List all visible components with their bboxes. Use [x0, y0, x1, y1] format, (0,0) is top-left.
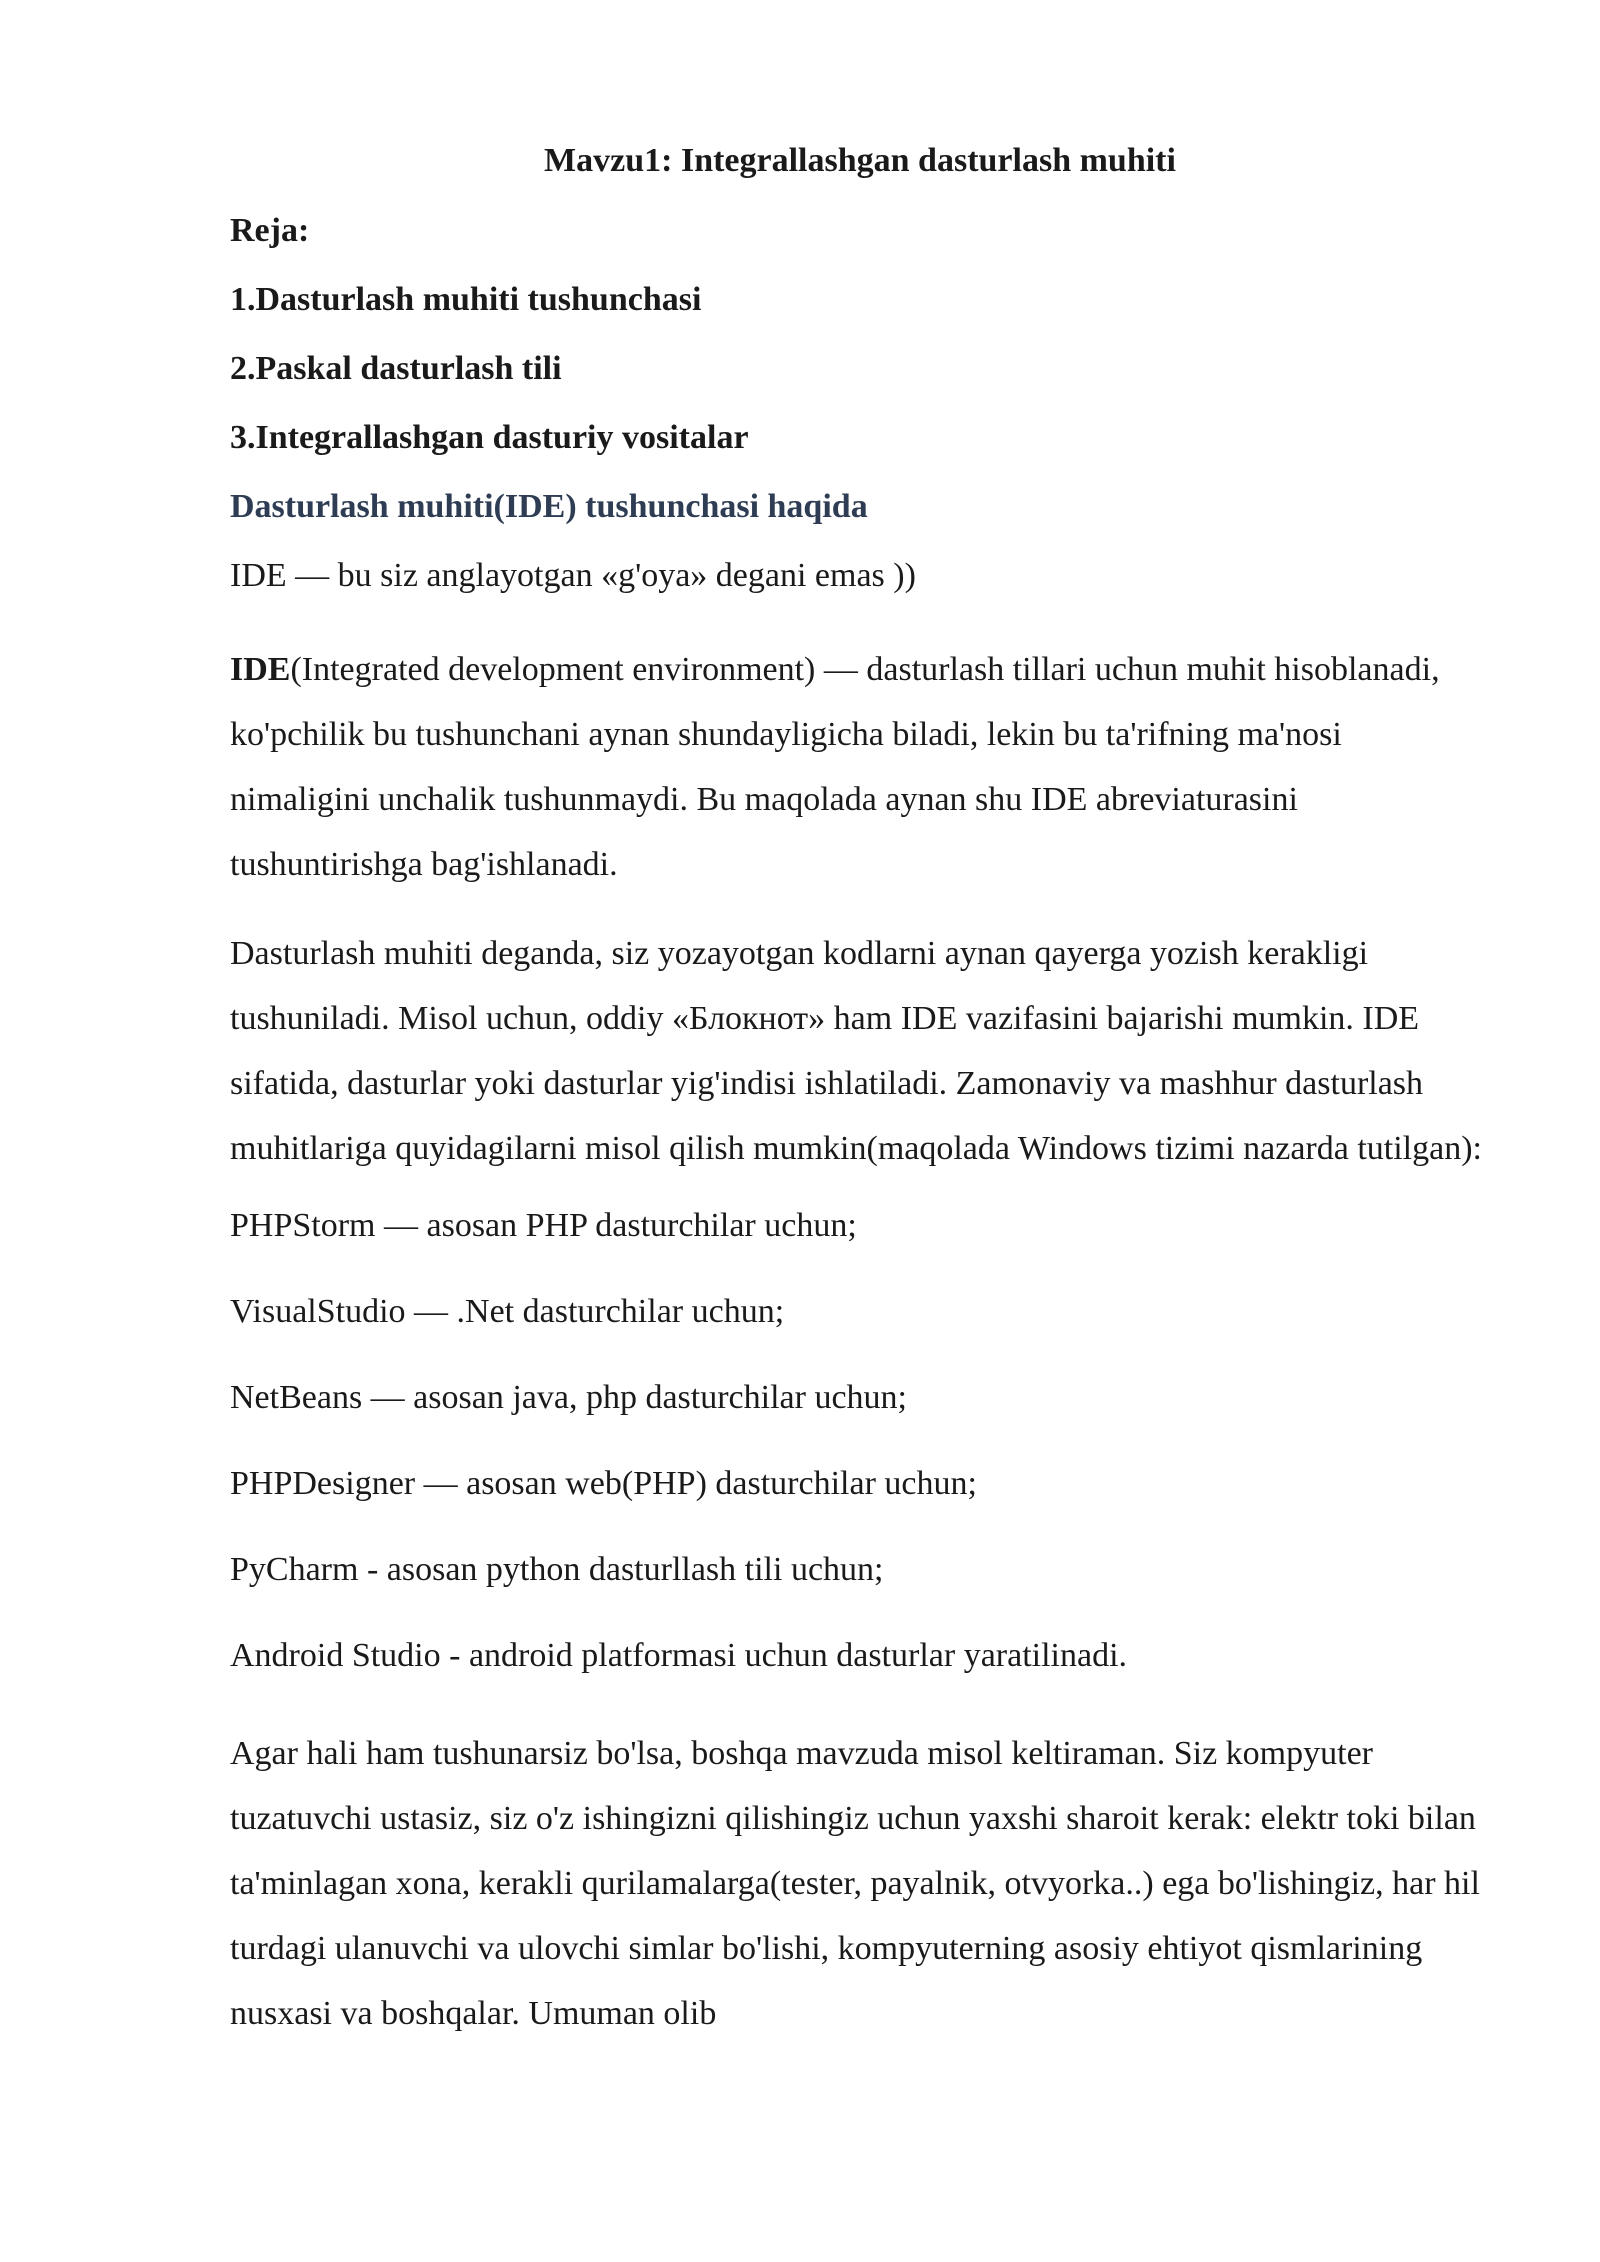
paragraph-example: Agar hali ham tushunarsiz bo'lsa, boshqa mavzuda misol keltiraman. Siz kompyuter tuzatuvchi ustasiz, siz o'z ishingizni qilishingiz uchun yaxshi sharoit kerak: elektr toki bilan ta'minlagan xona, kerakli qurilamalarga(tester, payalnik, otvyorka..) ega bo'lishingiz, har hil turdagi ulanuvchi va ulovchi simlar bo'lishi, kompyuterning asosiy ehtiyot qismlarining nusxasi va boshqalar. Umuman olib	[230, 1735, 1480, 2032]
plan-item: 2.Paskal dasturlash tili	[230, 350, 562, 387]
ide-list-item: PHPDesigner — asosan web(PHP) dasturchilar uchun;	[230, 1465, 977, 1502]
intro-line: IDE — bu siz anglayotgan «g'oya» degani emas ))	[230, 557, 916, 594]
ide-term: IDE	[230, 651, 291, 688]
ide-definition-text: (Integrated development environment) — dasturlash tillari uchun muhit hisoblanadi, ko'pchilik bu tushunchani aynan shundayligicha biladi, lekin bu ta'rifning ma'nosi nimaligini unchalik tushunmaydi. Bu maqolada aynan shu IDE abreviaturasini tushuntirishga bag'ishlanadi.	[230, 651, 1440, 883]
document-body	[230, 140, 1490, 2070]
ide-list-item: NetBeans — asosan java, php dasturchilar uchun;	[230, 1379, 907, 1416]
ide-list-item: PHPStorm — asosan PHP dasturchilar uchun;	[230, 1207, 857, 1244]
plan-item: 3.Integrallashgan dasturiy vositalar	[230, 419, 749, 456]
section-heading: Dasturlash muhiti(IDE) tushunchasi haqida	[230, 488, 868, 525]
paragraph-ide-definition	[230, 637, 1490, 897]
ide-list-item: PyCharm - asosan python dasturllash tili uchun;	[230, 1551, 884, 1588]
ide-list-item: VisualStudio — .Net dasturchilar uchun;	[230, 1293, 785, 1330]
plan-label: Reja:	[230, 212, 310, 249]
document-title: Mavzu1: Integrallashgan dasturlash muhiti	[544, 142, 1176, 179]
paragraph-dev-environment: Dasturlash muhiti deganda, siz yozayotgan kodlarni aynan qayerga yozish kerakligi tushuniladi. Misol uchun, oddiy «Блокнот» ham IDE vazifasini bajarishi mumkin. IDE sifatida, dasturlar yoki dasturlar yig'indisi ishlatiladi. Zamonaviy va mashhur dasturlash muhitlariga quyidagilarni misol qilish mumkin(maqolada Windows tizimi nazarda tutilgan):	[230, 935, 1482, 1167]
ide-list-item: Android Studio - android platformasi uchun dasturlar yaratilinadi.	[230, 1637, 1128, 1674]
plan-item: 1.Dasturlash muhiti tushunchasi	[230, 281, 702, 318]
